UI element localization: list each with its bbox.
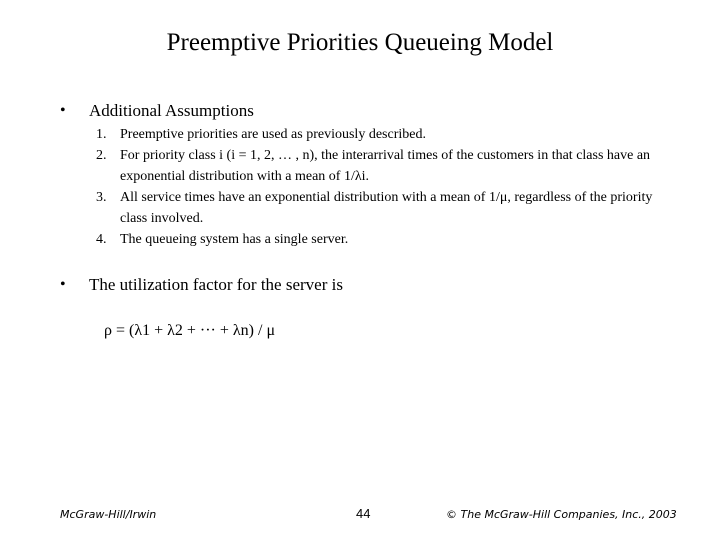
- footer-publisher: McGraw-Hill/Irwin: [60, 508, 157, 521]
- list-item-number: 3.: [96, 190, 107, 205]
- utilization-formula: ρ = (λ1 + λ2 + ··· + λn) / μ: [104, 322, 276, 339]
- list-item-text: The queueing system has a single server.: [120, 232, 349, 247]
- list-item-number: 2.: [96, 148, 107, 163]
- list-item-number: 4.: [96, 232, 107, 247]
- bullet-marker: •: [60, 102, 66, 119]
- list-item-text: For priority class i (i = 1, 2, … , n), the interarrival times of the customers in that class have an exponential distribution with a mean of 1/λi.: [120, 148, 651, 184]
- list-item: [96, 229, 676, 250]
- list-item-number: 1.: [96, 127, 107, 142]
- slide-title: Preemptive Priorities Queueing Model: [166, 29, 554, 56]
- page-number: 44: [356, 506, 371, 521]
- bullet-marker: •: [60, 276, 66, 293]
- bullet-additional-assumptions: Additional Assumptions: [89, 101, 254, 120]
- list-item-text: Preemptive priorities are used as previously described.: [120, 127, 426, 142]
- list-item-text: All service times have an exponential distribution with a mean of 1/μ, regardless of the priority class involved.: [120, 190, 653, 226]
- list-item: [96, 145, 676, 187]
- list-item: [96, 187, 676, 229]
- list-item: [96, 124, 676, 145]
- footer-copyright: © The McGraw-Hill Companies, Inc., 2003: [446, 508, 677, 521]
- assumptions-list: [96, 124, 676, 250]
- bullet-utilization-factor: The utilization factor for the server is: [89, 275, 343, 294]
